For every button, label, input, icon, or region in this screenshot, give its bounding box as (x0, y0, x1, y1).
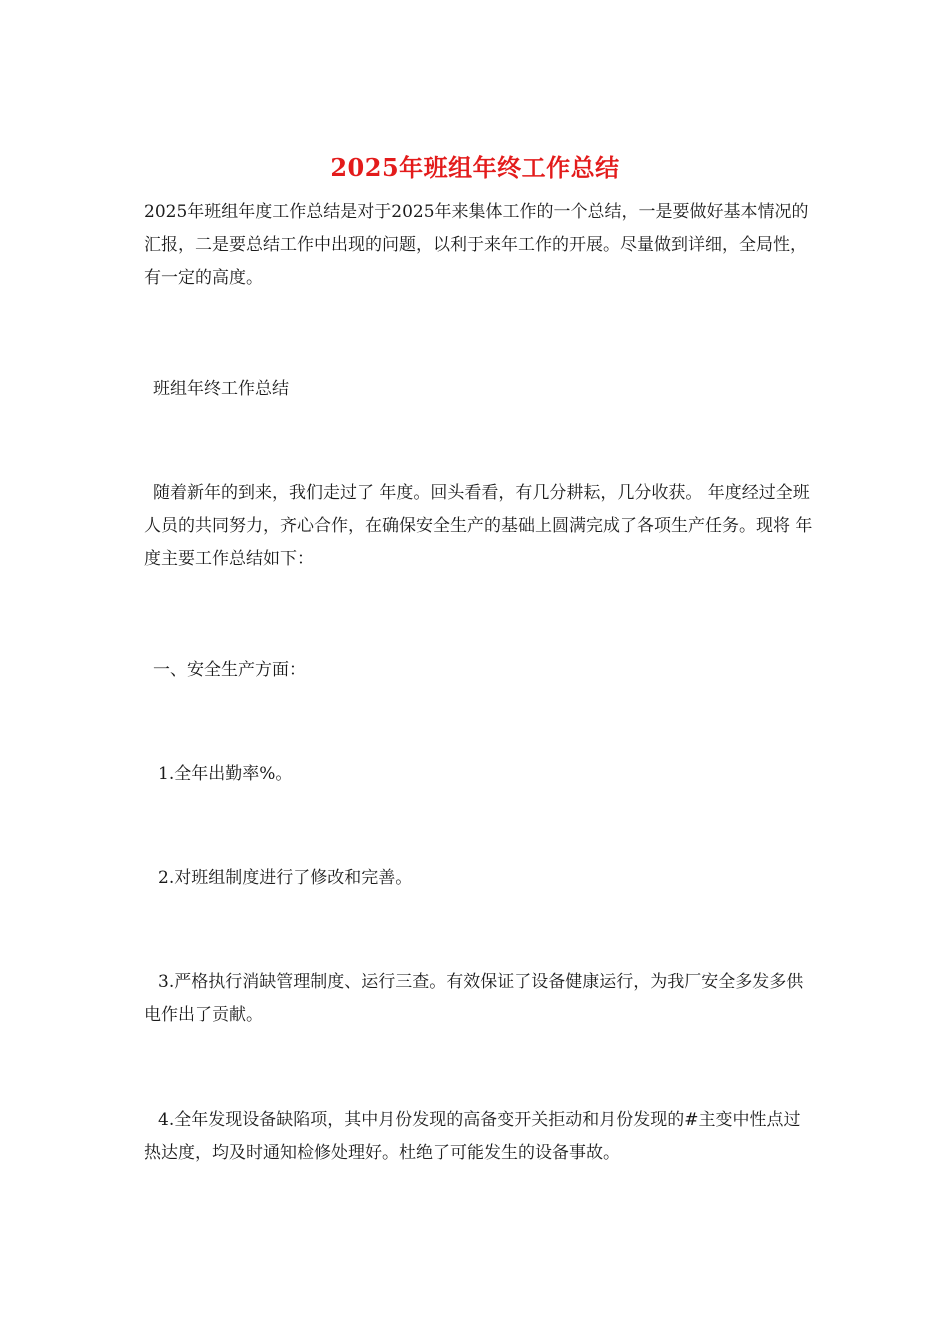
list-item: 1.全年出勤率%。 (158, 764, 293, 784)
list-item: 4.全年发现设备缺陷项，其中月份发现的高备变开关拒动和月份发现的#主变中性点过热达度，均及时通知检修处理好。杜绝了可能发生的设备事故。 (144, 1110, 801, 1163)
list-item: 3.严格执行消缺管理制度、运行三查。有效保证了设备健康运行，为我厂安全多发多供电作出了贡献。 (144, 972, 804, 1025)
section-heading: 班组年终工作总结 (153, 379, 289, 399)
body-paragraph: 随着新年的到来，我们走过了 年度。回头看看，有几分耕耘，几分收获。 年度经过全班人员的共同努力，齐心合作，在确保安全生产的基础上圆满完成了各项生产任务。现将 年度主要工作总结如下： (144, 483, 813, 569)
intro-paragraph: 2025年班组年度工作总结是对于2025年来集体工作的一个总结，一是要做好基本情况的汇报，二是要总结工作中出现的问题，以利于来年工作的开展。尽量做到详细，全局性，有一定的高度。 (144, 202, 809, 288)
section-title-safety: 一、安全生产方面： (153, 660, 306, 680)
list-item: 2.对班组制度进行了修改和完善。 (158, 868, 413, 888)
document-title: 2025年班组年终工作总结 (330, 153, 620, 182)
